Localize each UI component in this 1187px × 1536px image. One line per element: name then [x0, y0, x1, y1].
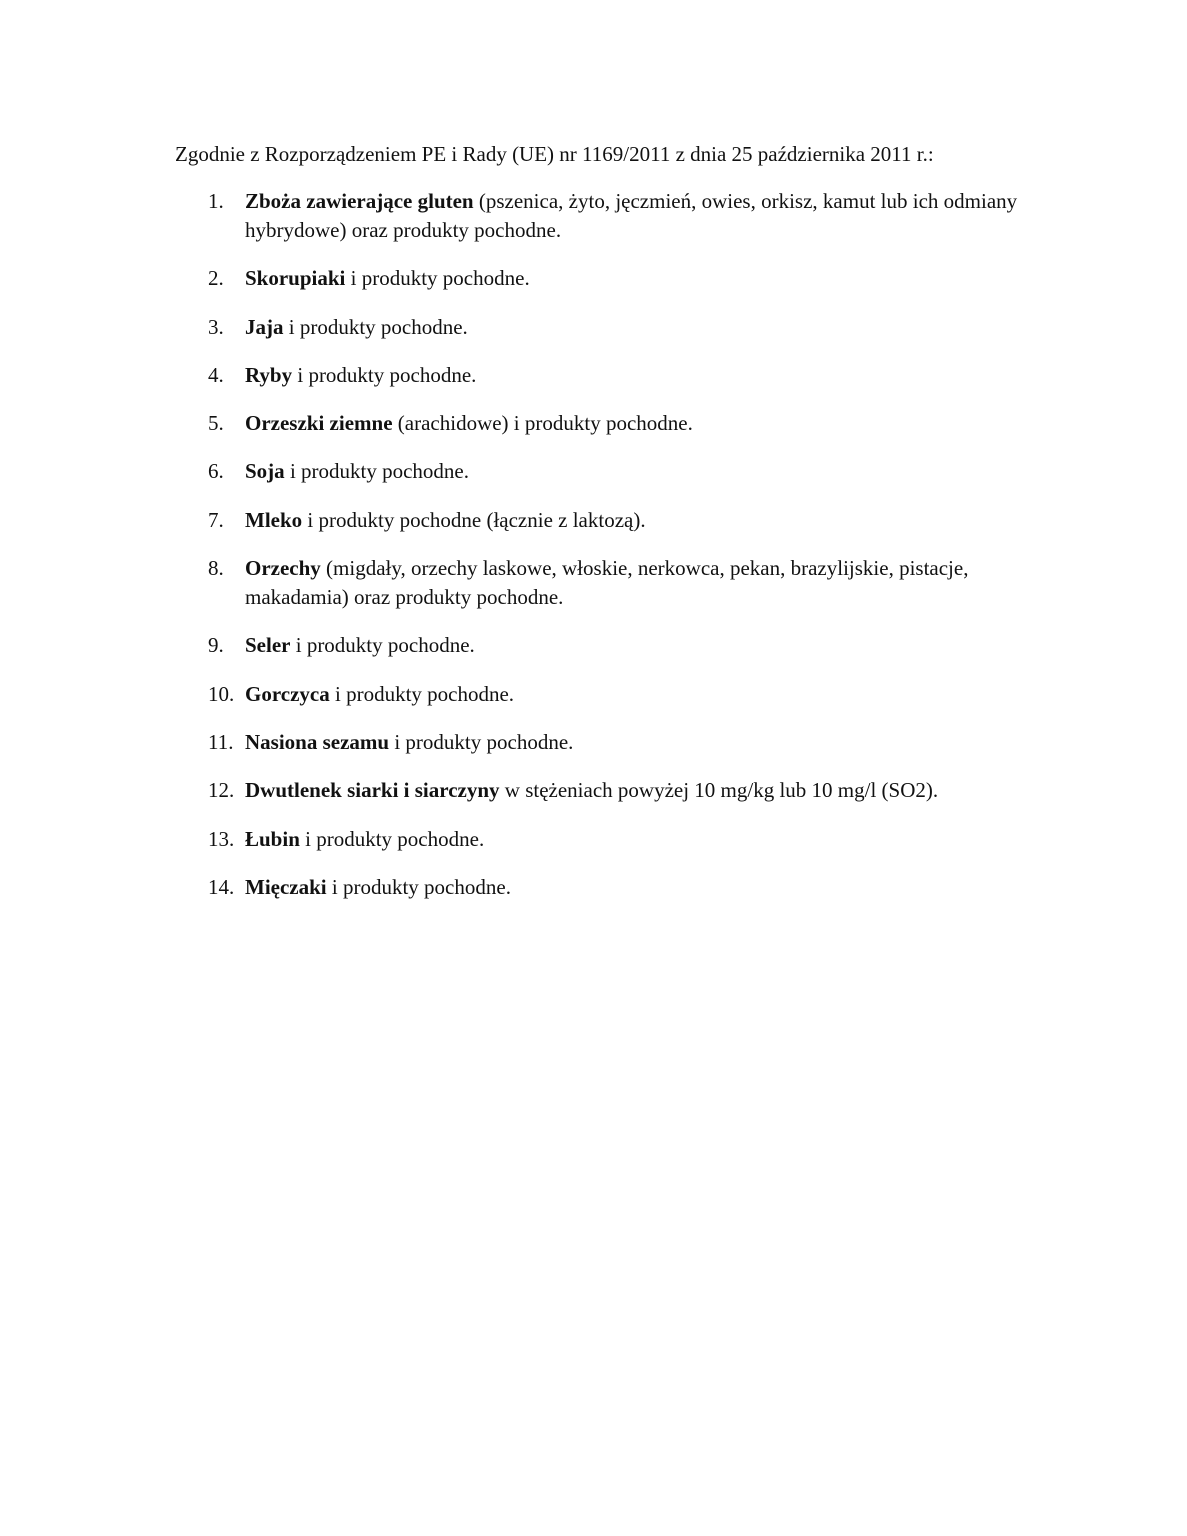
- item-description: w stężeniach powyżej 10 mg/kg lub 10 mg/l (SO2).: [499, 778, 939, 803]
- item-description: i produkty pochodne (łącznie z laktozą).: [302, 507, 646, 532]
- item-term: Soja: [245, 459, 285, 484]
- item-description: i produkty pochodne.: [345, 266, 530, 291]
- list-item: [208, 631, 1028, 660]
- item-number: 7.: [208, 507, 224, 532]
- item-description: i produkty pochodne.: [284, 459, 469, 484]
- item-term: Orzeszki ziemne: [245, 411, 393, 436]
- list-item: [208, 554, 1028, 612]
- item-term: Zboża zawierające gluten: [245, 189, 474, 213]
- item-term: Nasiona sezamu: [245, 729, 390, 754]
- item-term: Dwutlenek siarki i siarczyny: [245, 778, 500, 803]
- allergen-list: [208, 187, 1028, 921]
- item-text: [245, 873, 1028, 902]
- item-text: [245, 457, 1028, 486]
- item-number: 4.: [208, 362, 224, 387]
- item-number: 14.: [208, 874, 235, 899]
- item-text: [245, 728, 1028, 757]
- list-item: [208, 825, 1028, 854]
- item-term: Seler: [245, 633, 291, 658]
- item-number: 9.: [208, 633, 224, 658]
- item-term: Orzechy: [245, 556, 321, 581]
- list-item: [208, 264, 1028, 293]
- item-term: Jaja: [245, 314, 284, 339]
- item-term: Mięczaki: [245, 874, 327, 899]
- item-text: [245, 554, 1028, 612]
- item-number: 2.: [208, 266, 224, 291]
- item-term: Gorczyca: [245, 681, 330, 706]
- item-number: 8.: [208, 556, 224, 581]
- item-text: [245, 313, 1028, 342]
- item-description: i produkty pochodne.: [326, 874, 511, 899]
- item-term: Mleko: [245, 507, 303, 532]
- list-item: [208, 457, 1028, 486]
- intro-paragraph: Zgodnie z Rozporządzeniem PE i Rady (UE) nr 1169/2011 z dnia 25 października 2011 r.:: [175, 142, 934, 166]
- item-number: 11.: [208, 729, 234, 754]
- item-number: 13.: [208, 826, 235, 851]
- item-text: [245, 631, 1028, 660]
- item-description: i produkty pochodne.: [389, 729, 574, 754]
- item-text: [245, 825, 1028, 854]
- item-description: i produkty pochodne.: [283, 314, 468, 339]
- list-item: [208, 506, 1028, 535]
- list-item: [208, 361, 1028, 390]
- item-text: [245, 409, 1028, 438]
- item-text: [245, 506, 1028, 535]
- list-item: [208, 728, 1028, 757]
- list-item: [208, 680, 1028, 709]
- item-text: [245, 776, 1028, 805]
- item-description: i produkty pochodne.: [329, 681, 515, 706]
- item-number: 12.: [208, 778, 235, 803]
- item-description: (arachidowe) i produkty pochodne.: [392, 411, 693, 436]
- item-number: 6.: [208, 459, 224, 484]
- item-term: Łubin: [245, 826, 300, 851]
- list-item: [208, 776, 1028, 805]
- item-term: Skorupiaki: [245, 266, 346, 291]
- item-text: [245, 264, 1028, 293]
- item-description: (pszenica, żyto, jęczmień, owies, orkisz, kamut lub ich odmiany hybrydowe) oraz produkty pochodne.: [245, 189, 1018, 242]
- item-description: i produkty pochodne.: [299, 826, 485, 851]
- item-text: [245, 187, 1028, 245]
- list-item: [208, 187, 1028, 245]
- item-text: [245, 361, 1028, 390]
- item-number: 5.: [208, 411, 224, 436]
- item-text: [245, 680, 1028, 709]
- item-number: 3.: [208, 314, 224, 339]
- list-item: [208, 313, 1028, 342]
- item-number: 1.: [208, 189, 224, 213]
- item-description: i produkty pochodne.: [292, 362, 477, 387]
- item-description: (migdały, orzechy laskowe, włoskie, nerkowca, pekan, brazylijskie, pistacje, makadamia) oraz produkty pochodne.: [245, 556, 969, 610]
- item-number: 10.: [208, 681, 235, 706]
- list-item: [208, 873, 1028, 902]
- list-item: [208, 409, 1028, 438]
- item-term: Ryby: [245, 362, 293, 387]
- item-description: i produkty pochodne.: [290, 633, 475, 658]
